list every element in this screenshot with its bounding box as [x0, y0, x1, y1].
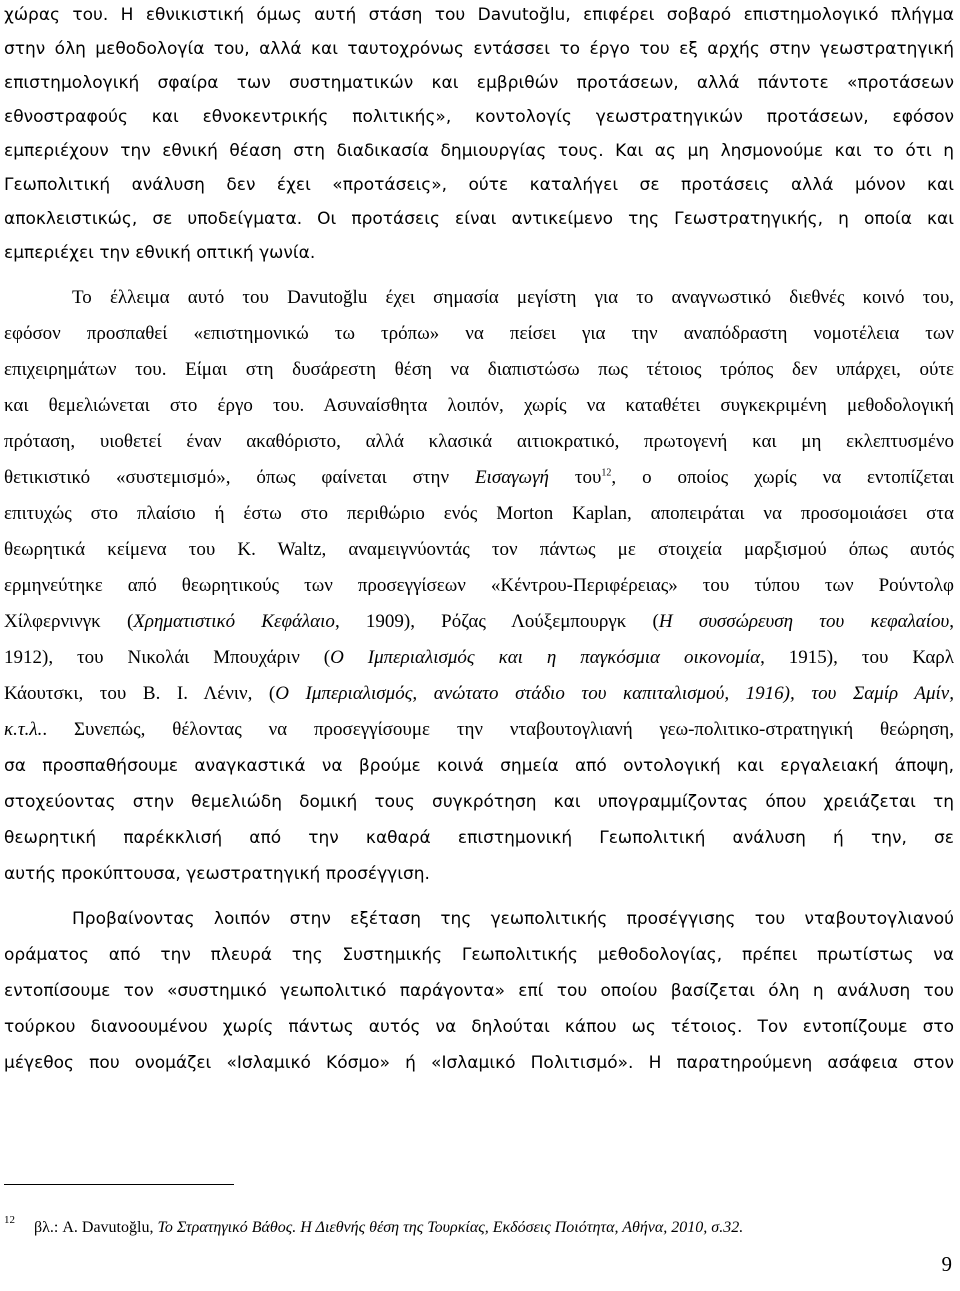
italic-title: Ο Ιμπεριαλισμός, ανώτατο στάδιο του καπιταλισμού, 1916), του Σαμίρ Αμίν,	[275, 683, 954, 704]
text-line-16: θεωρητικά κείμενα του K. Waltz, αναμειγνύοντάς τον πάντως με στοιχεία μαρξισμού όπως αυτός	[4, 539, 954, 560]
text-line-15: επιτυχώς στο πλαίσιο ή έστω στο περιθώριο ενός Morton Kaplan, αποπειράται να προσομοιάσει στα	[4, 503, 954, 524]
italic-abbrev: κ.τ.λ.	[4, 719, 43, 740]
footnote-ref: 12	[601, 467, 612, 479]
text-line-17: ερμηνεύτηκε από θεωρητικούς των προσεγγίσεων «Κέντρου-Περιφέρειας» του τύπου των Ρούντολφ	[4, 575, 954, 596]
text-line-20	[4, 679, 954, 709]
paragraph-2-first-line: Το έλλειμα αυτό του Davutoğlu έχει σημασία μεγίστη για το αναγνωστικό διεθνές κοινό του,	[72, 287, 954, 308]
text-line-22: σα προσπαθήσουμε αναγκαστικά να βρούμε κοινά σημεία από οντολογική και εργαλειακή άποψη,	[4, 756, 954, 776]
footnote-prefix: βλ.: A. Davutoğlu,	[34, 1219, 158, 1236]
footnote-divider	[4, 1184, 234, 1185]
text-line-28: εντοπίσουμε τον «συστημικό γεωπολιτικό παράγοντα» επί του οποίου βασίζεται όλη η ανάλυση του	[4, 981, 954, 1001]
text-line-23: στοχεύοντας στην θεμελιώδη δομική τους συγκρότηση και υπογραμμίζοντας όπου χρειάζεται τη	[4, 792, 954, 812]
footnote-text	[34, 1213, 743, 1243]
text-line-18	[4, 607, 954, 637]
text-run: , ο οποίος χωρίς να εντοπίζεται	[611, 467, 954, 488]
footnote	[4, 1213, 954, 1243]
footnote-title: Το Στρατηγικό Βάθος. Η Διεθνής θέση της Τουρκίας, Εκδόσεις Ποιότητα, Αθήνα, 2010, σ.32.	[157, 1219, 744, 1236]
text-line-6: Γεωπολιτική ανάλυση δεν έχει «προτάσεις», ούτε καταλήγει σε προτάσεις αλλά μόνον και	[4, 175, 954, 195]
text-line-11: επιχειρημάτων του. Είμαι στη δυσάρεστη θέση να διαπιστώσω πως τέτοιος τρόπος δεν υπάρχει, ούτε	[4, 359, 954, 380]
text-line-1: χώρας του. Η εθνικιστική όμως αυτή στάση του Davutoğlu, επιφέρει σοβαρό επιστημολογικό πλήγμα	[4, 5, 954, 25]
text-line-30: μέγεθος που ονομάζει «Ισλαμικό Κόσμο» ή «Ισλαμικό Πολιτισμό». Η παρατηρούμενη ασάφεια στον	[4, 1053, 954, 1073]
text-run: , 1915), του Καρλ	[760, 647, 954, 668]
text-line-27: οράματος από την πλευρά της Συστημικής Γεωπολιτικής μεθοδολογίας, πρέπει πρωτίστως να	[4, 945, 954, 965]
text-line-14	[4, 463, 954, 493]
text-run: ,	[949, 611, 954, 632]
text-line-25: αυτής προκύπτουσα, γεωστρατηγική προσέγγιση.	[4, 864, 430, 884]
text-run: Χίλφερνινγκ (	[4, 611, 134, 632]
italic-title: Χρηματιστικό Κεφάλαιο	[133, 611, 335, 632]
text-line-8: εμπεριέχει την εθνική οπτική γωνία.	[4, 243, 316, 263]
text-line-7: αποκλειστικώς, σε υποδείγματα. Οι προτάσεις είναι αντικείμενο της Γεωστρατηγικής, η οποία και	[4, 209, 954, 229]
text-line-24: θεωρητική παρέκκλισή από την καθαρά επιστημονική Γεωπολιτική ανάλυση ή την, σε	[4, 828, 954, 848]
text-line-19	[4, 643, 954, 673]
text-line-3: επιστημολογική σφαίρα των συστηματικών και εμβριθών προτάσεων, αλλά πάντοτε «προτάσεων	[4, 73, 954, 93]
text-run: του	[548, 467, 602, 488]
italic-title: Εισαγωγή	[474, 467, 549, 488]
text-line-21	[4, 715, 954, 745]
text-line-29: τούρκου διανοουμένου χωρίς πάντως αυτός να δηλούται κάπου ως τέτοιος. Τον εντοπίζουμε στο	[4, 1017, 954, 1037]
text-line-2: στην όλη μεθοδολογία του, αλλά και ταυτοχρόνως εντάσσει το έργο του εξ αρχής στην γεωστρατηγική	[4, 39, 954, 59]
italic-title: Ο Ιμπεριαλισμός και η παγκόσμια οικονομία	[330, 647, 761, 668]
paragraph-3-first-line: Προβαίνοντας λοιπόν στην εξέταση της γεωπολιτικής προσέγγισης του νταβουτογλιανού	[72, 909, 954, 929]
text-line-12: και θεμελιώνεται στο έργο του. Ασυναίσθητα λοιπόν, χωρίς να καταθέτει συγκεκριμένη μεθοδολογική	[4, 395, 954, 416]
italic-title: Η συσσώρευση του κεφαλαίου	[658, 611, 950, 632]
footnote-number: 12	[4, 1214, 15, 1226]
text-run: θετικιστικό «συστεμισμό», όπως φαίνεται στην	[4, 467, 475, 488]
text-run: . Συνεπώς, θέλοντας να προσεγγίσουμε την νταβουτογλιανή γεω-πολιτικο-στρατηγική θεώρηση,	[42, 719, 954, 740]
text-run: 1912), του Νικολάι Μπουχάριν (	[4, 647, 331, 668]
text-line-13: πρόταση, υιοθετεί έναν ακαθόριστο, αλλά κλασικά αιτιοκρατικό, πρωτογενή και μη εκλεπτυσμένο	[4, 431, 954, 452]
text-line-10: εφόσον προσπαθεί «επιστημονικώ τω τρόπω» να πείσει για την αναπόδραστη νομοτέλεια των	[4, 323, 954, 344]
page-number: 9	[941, 1252, 952, 1276]
text-line-5: εμπεριέχουν την εθνική θέαση στη διαδικασία δημιουργίας τους. Και ας μη λησμονούμε και το ότι η	[4, 141, 954, 161]
text-run: Κάουτσκι, του Β. Ι. Λένιν, (	[4, 683, 276, 704]
text-line-4: εθνοστραφούς και εθνοκεντρικής πολιτικής», κοντολογίς γεωστρατηγικών προτάσεων, εφόσον	[4, 107, 954, 127]
text-run: , 1909), Ρόζας Λούξεμπουργκ (	[334, 611, 659, 632]
